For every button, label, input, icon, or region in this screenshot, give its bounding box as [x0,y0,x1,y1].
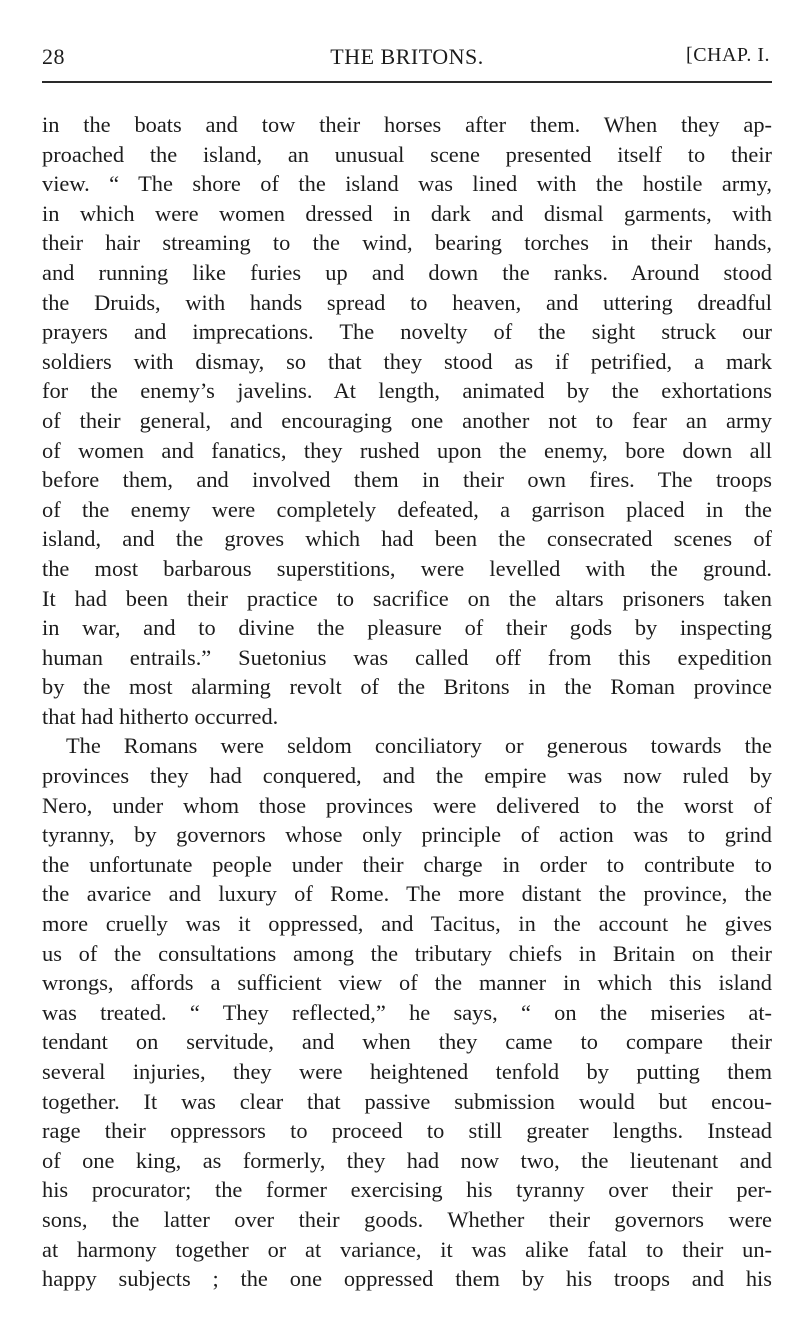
text-line: of the enemy were completely defeated, a garrison placed in the [42,496,772,522]
text-line: Nero, under whom those provinces were delivered to the worst of [42,792,772,818]
paragraph-end-line: that had hitherto occurred. [42,703,279,729]
text-line: in war, and to divine the pleasure of their gods by inspecting [42,615,772,641]
text-line: the avarice and luxury of Rome. The more distant the province, the [42,881,772,907]
paragraph-start-line: The Romans were seldom conciliatory or generous towards the [66,733,772,759]
body-text [42,110,772,1294]
text-line: the Druids, with hands spread to heaven, and uttering dreadful [42,289,772,315]
text-line: their hair streaming to the wind, bearing torches in their hands, [42,230,772,256]
text-line: in the boats and tow their horses after them. When they ap- [42,112,772,137]
text-line: was treated. “ They reflected,” he says, “ on the miseries at- [42,999,772,1025]
text-line: us of the consultations among the tributary chiefs in Britain on their [42,940,772,966]
text-line: of women and fanatics, they rushed upon the enemy, bore down all [42,437,772,463]
book-page [42,0,772,1317]
text-line: provinces they had conquered, and the empire was now ruled by [42,763,772,789]
text-line: It had been their practice to sacrifice on the altars prisoners taken [42,585,772,611]
text-line: together. It was clear that passive submission would but encou- [42,1088,772,1114]
text-line: tyranny, by governors whose only principle of action was to grind [42,822,772,848]
text-line: proached the island, an unusual scene presented itself to their [42,141,772,167]
text-line: human entrails.” Suetonius was called off from this expedition [42,644,772,670]
text-line: sons, the latter over their goods. Whether their governors were [42,1206,772,1232]
text-line: at harmony together or at variance, it was alike fatal to their un- [42,1236,772,1262]
text-line: his procurator; the former exercising his tyranny over their per- [42,1177,772,1203]
text-line: by the most alarming revolt of the Britons in the Roman province [42,674,772,700]
header-rule [42,81,772,83]
text-line: prayers and imprecations. The novelty of the sight struck our [42,319,772,345]
text-line: tendant on servitude, and when they came to compare their [42,1029,772,1055]
text-line: and running like furies up and down the ranks. Around stood [42,259,772,285]
running-head [42,44,772,78]
text-line: for the enemy’s javelins. At length, animated by the exhortations [42,378,772,404]
text-line: view. “ The shore of the island was lined with the hostile army, [42,171,772,197]
text-line: the most barbarous superstitions, were levelled with the ground. [42,555,772,581]
text-line: soldiers with dismay, so that they stood as if petrified, a mark [42,348,772,374]
text-line: wrongs, affords a sufficient view of the manner in which this island [42,970,772,996]
page-number: 28 [42,44,65,69]
text-line: before them, and involved them in their own fires. The troops [42,467,772,493]
text-line: in which were women dressed in dark and dismal garments, with [42,200,772,226]
text-line: the unfortunate people under their charge in order to contribute to [42,851,772,877]
running-title: THE BRITONS. [330,44,484,69]
text-line: island, and the groves which had been the consecrated scenes of [42,526,772,552]
text-line: of their general, and encouraging one another not to fear an army [42,407,772,433]
text-line: rage their oppressors to proceed to still greater lengths. Instead [42,1118,772,1144]
text-line: more cruelly was it oppressed, and Tacitus, in the account he gives [42,911,772,937]
chapter-reference: [CHAP. I. [686,44,770,66]
text-line: of one king, as formerly, they had now two, the lieutenant and [42,1147,772,1173]
text-line: happy subjects ; the one oppressed them by his troops and his [42,1266,772,1292]
text-line: several injuries, they were heightened tenfold by putting them [42,1059,772,1084]
